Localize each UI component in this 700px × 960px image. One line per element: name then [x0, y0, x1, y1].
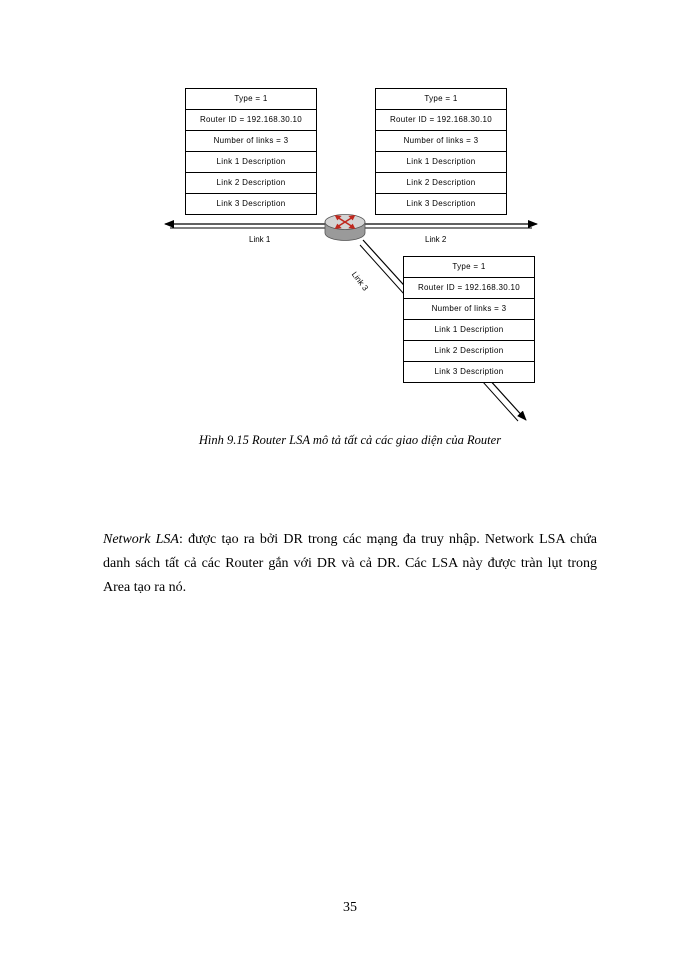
lsa-row-link1-description: Link 1 Description: [376, 152, 506, 173]
lsa-row-number-of-links: Number of links = 3: [376, 131, 506, 152]
router-lsa-table-3: [403, 256, 535, 383]
link3-label: Link 3: [349, 270, 370, 293]
lsa-row-type: Type = 1: [404, 257, 534, 278]
lsa-row-link2-description: Link 2 Description: [376, 173, 506, 194]
lsa-row-link3-description: Link 3 Description: [376, 194, 506, 215]
lsa-row-router-id: Router ID = 192.168.30.10: [186, 110, 316, 131]
router-lsa-table-2: [375, 88, 507, 215]
lsa-row-number-of-links: Number of links = 3: [404, 299, 534, 320]
paragraph-term: Network LSA: [103, 532, 179, 547]
lsa-row-link2-description: Link 2 Description: [186, 173, 316, 194]
lsa-row-link2-description: Link 2 Description: [404, 341, 534, 362]
lsa-row-link3-description: Link 3 Description: [404, 362, 534, 383]
router-icon: [325, 215, 365, 241]
lsa-row-link1-description: Link 1 Description: [404, 320, 534, 341]
router-lsa-table-1: [185, 88, 317, 215]
link1-label: Link 1: [249, 235, 271, 244]
lsa-row-link3-description: Link 3 Description: [186, 194, 316, 215]
lsa-row-router-id: Router ID = 192.168.30.10: [376, 110, 506, 131]
page-number: 35: [343, 900, 357, 915]
lsa-row-type: Type = 1: [376, 89, 506, 110]
lsa-row-type: Type = 1: [186, 89, 316, 110]
link2-label: Link 2: [425, 235, 447, 244]
body-paragraph: [103, 528, 597, 600]
lsa-row-router-id: Router ID = 192.168.30.10: [404, 278, 534, 299]
figure-caption: Hình 9.15 Router LSA mô tả tất cả các giao diện của Router: [198, 433, 502, 447]
network-diagram: [0, 0, 700, 460]
lsa-row-number-of-links: Number of links = 3: [186, 131, 316, 152]
paragraph-text: : được tạo ra bởi DR trong các mạng đa truy nhập. Network LSA chứa danh sách tất cả các Router gắn với DR và cả DR. Các LSA này được tràn lụt trong Area tạo ra nó.: [103, 532, 597, 595]
lsa-row-link1-description: Link 1 Description: [186, 152, 316, 173]
